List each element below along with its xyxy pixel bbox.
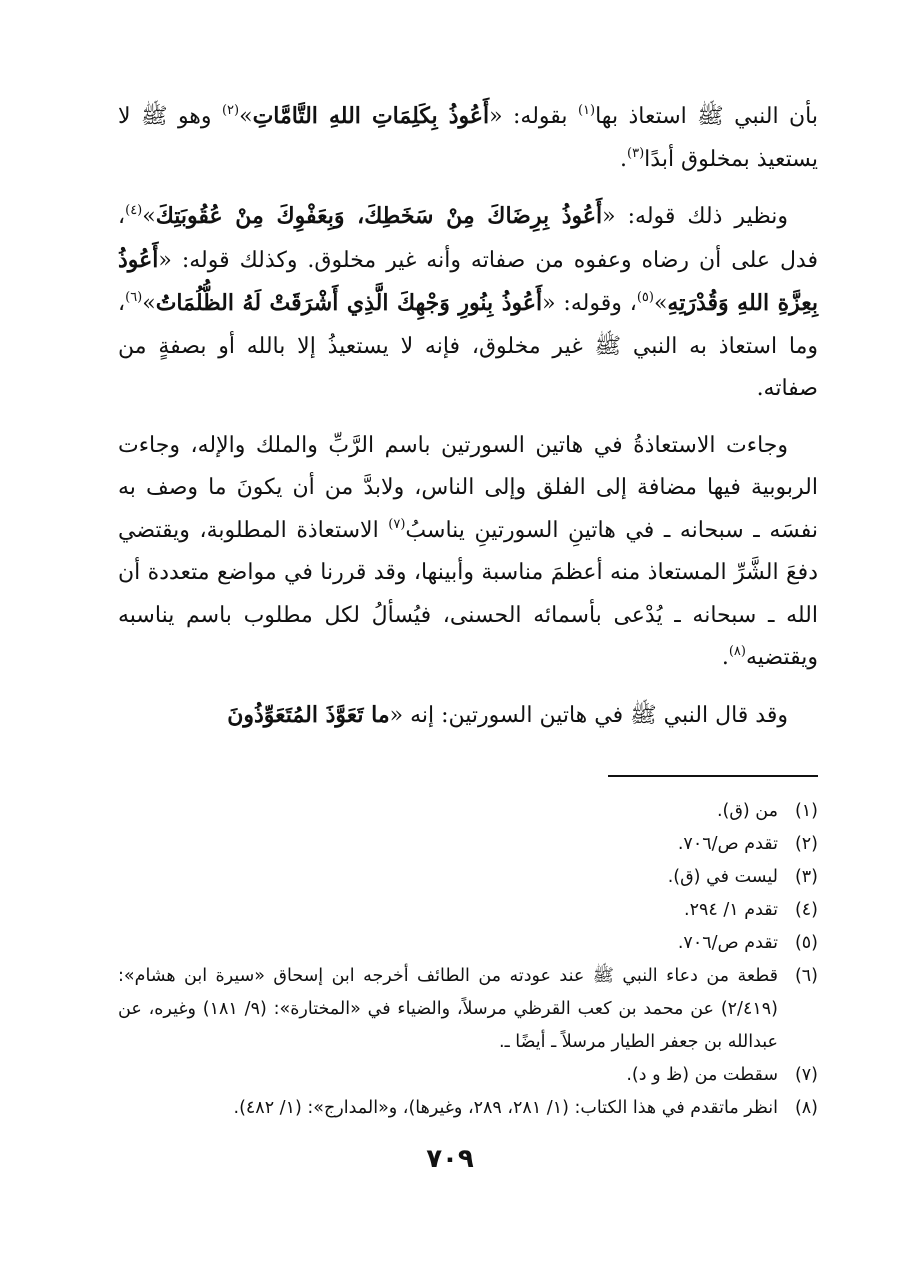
footnote-number: (١) [794,801,818,821]
text-run: ونظير ذلك قوله: « [602,204,788,229]
footnote-6 [118,960,818,1059]
footnote-separator [608,775,818,777]
footnote-ref-5[interactable]: (٥) [636,290,654,305]
hadith-quote: أَعُوذُ بِنُورِ وَجْهِكَ الَّذِي أَشْرَقَتْ لَهُ الظُّلُمَاتُ [155,290,543,316]
text-run: بأن النبي ﷺ استعاذ بها [595,104,818,129]
footnote-ref-6[interactable]: (٦) [125,290,143,305]
text-run: » [239,104,253,129]
footnote-text: انظر ماتقدم في هذا الكتاب: (١/ ٢٨١، ٢٨٩، وغيرها)، و«المدارج»: (١/ ٤٨٢). [233,1098,778,1118]
footnote-ref-2[interactable]: (٢) [221,103,240,118]
text-run: » [142,204,156,229]
footnote-text: تقدم ص/٧٠٦. [677,834,778,854]
text-run: وجاءت الاستعاذةُ في هاتين السورتين باسم الرَّبِّ والملك والإله، وجاءت الربوبية فيها مضافة إلى الفلق وإلى الناس، ولابدَّ من أن يكونَ ما وصف به نفسَه ـ سبحانه ـ في هاتينِ السورتينِ يناسبُ [118,432,818,543]
footnote-number: (٥) [794,933,818,953]
footnote-number: (٢) [794,834,818,854]
footnote-number: (٤) [794,900,818,920]
footnote-5 [118,927,818,960]
text-run: . [721,645,729,670]
text-run: ، وما استعاذ به النبي ﷺ غير مخلوق، فإنه لا يستعيذُ إلا بالله أو بصفةٍ من صفاته. [118,291,818,401]
footnote-1 [118,795,818,828]
footnote-number: (٨) [794,1098,818,1118]
footnote-3 [118,861,818,894]
footnote-text: من (ق). [716,801,778,821]
text-run: » [142,291,156,316]
text-run: بقوله: « [489,104,578,129]
hadith-quote: أَعُوذُ بِرِضَاكَ مِنْ سَخَطِكَ، وَبِعَفْوِكَ مِنْ عُقُوبَتِكَ [155,203,603,229]
text-run: ، وقوله: « [542,291,637,316]
paragraph-1 [118,95,818,181]
footnote-number: (٦) [794,966,818,986]
footnote-text: ليست في (ق). [667,867,778,887]
hadith-quote: أَعُوذُ بِعِزَّةِ اللهِ وَقُدْرَتِهِ [118,246,818,316]
footnote-ref-8[interactable]: (٨) [728,644,746,659]
footnote-ref-1[interactable]: (١) [577,103,596,118]
footnote-ref-3[interactable]: (٣) [627,145,645,161]
text-run: ، فدل على أن رضاه وعفوه من صفاته وأنه غير مخلوق. وكذلك قوله: « [118,204,818,273]
footnote-ref-4[interactable]: (٤) [125,203,143,218]
footnote-2 [118,828,818,861]
footnote-ref-7[interactable]: (٧) [388,516,406,532]
footnote-number: (٧) [794,1065,818,1085]
footnote-text: تقدم ص/٧٠٦. [677,933,778,953]
page-body [118,95,818,1125]
footnote-number: (٣) [794,867,818,887]
text-run: الاستعاذة المطلوبة، ويقتضي دفعَ الشَّرِّ المستعاذ منه أعظمَ مناسبة وأبينها، وقد قررنا في مواضع متعددة أن الله ـ سبحانه ـ يُدْعى بأسمائه الحسنى، فيُسألُ لكل مطلوب باسم يناسبه ويقتضيه [118,517,818,670]
paragraph-4 [118,694,818,738]
footnote-text: تقدم ١/ ٢٩٤. [684,900,778,920]
footnotes-list [118,795,818,1125]
paragraph-3 [118,425,818,680]
footnote-4 [118,894,818,927]
text-run: . [620,146,628,172]
paragraph-2 [118,195,818,411]
hadith-quote: ما تَعَوَّذَ المُتَعَوِّذُونَ [227,701,390,728]
text-run: » [653,291,668,316]
footnote-7 [118,1059,818,1092]
footnote-text: سقطت من (ظ و د). [626,1065,778,1085]
footnote-8 [118,1092,818,1125]
page-number: ٧٠٩ [426,1144,474,1174]
text-run: وهو ﷺ لا يستعيذ بمخلوق أبدًا [118,104,818,172]
footnote-text: قطعة من دعاء النبي ﷺ عند عودته من الطائف أخرجه ابن إسحاق «سيرة ابن هشام»: (٢/٤١٩) عن محمد بن كعب القرظي مرسلاً، والضياء في «المختارة»: (٩/ ١٨١) وغيره، عن عبدالله بن جعفر الطيار مرسلاً ـ أيضًا ـ. [118,966,778,1052]
text-run: وقد قال النبي ﷺ في هاتين السورتين: إنه « [389,702,788,728]
hadith-quote: أَعُوذُ بِكَلِمَاتِ اللهِ التَّامَّاتِ [252,103,490,129]
